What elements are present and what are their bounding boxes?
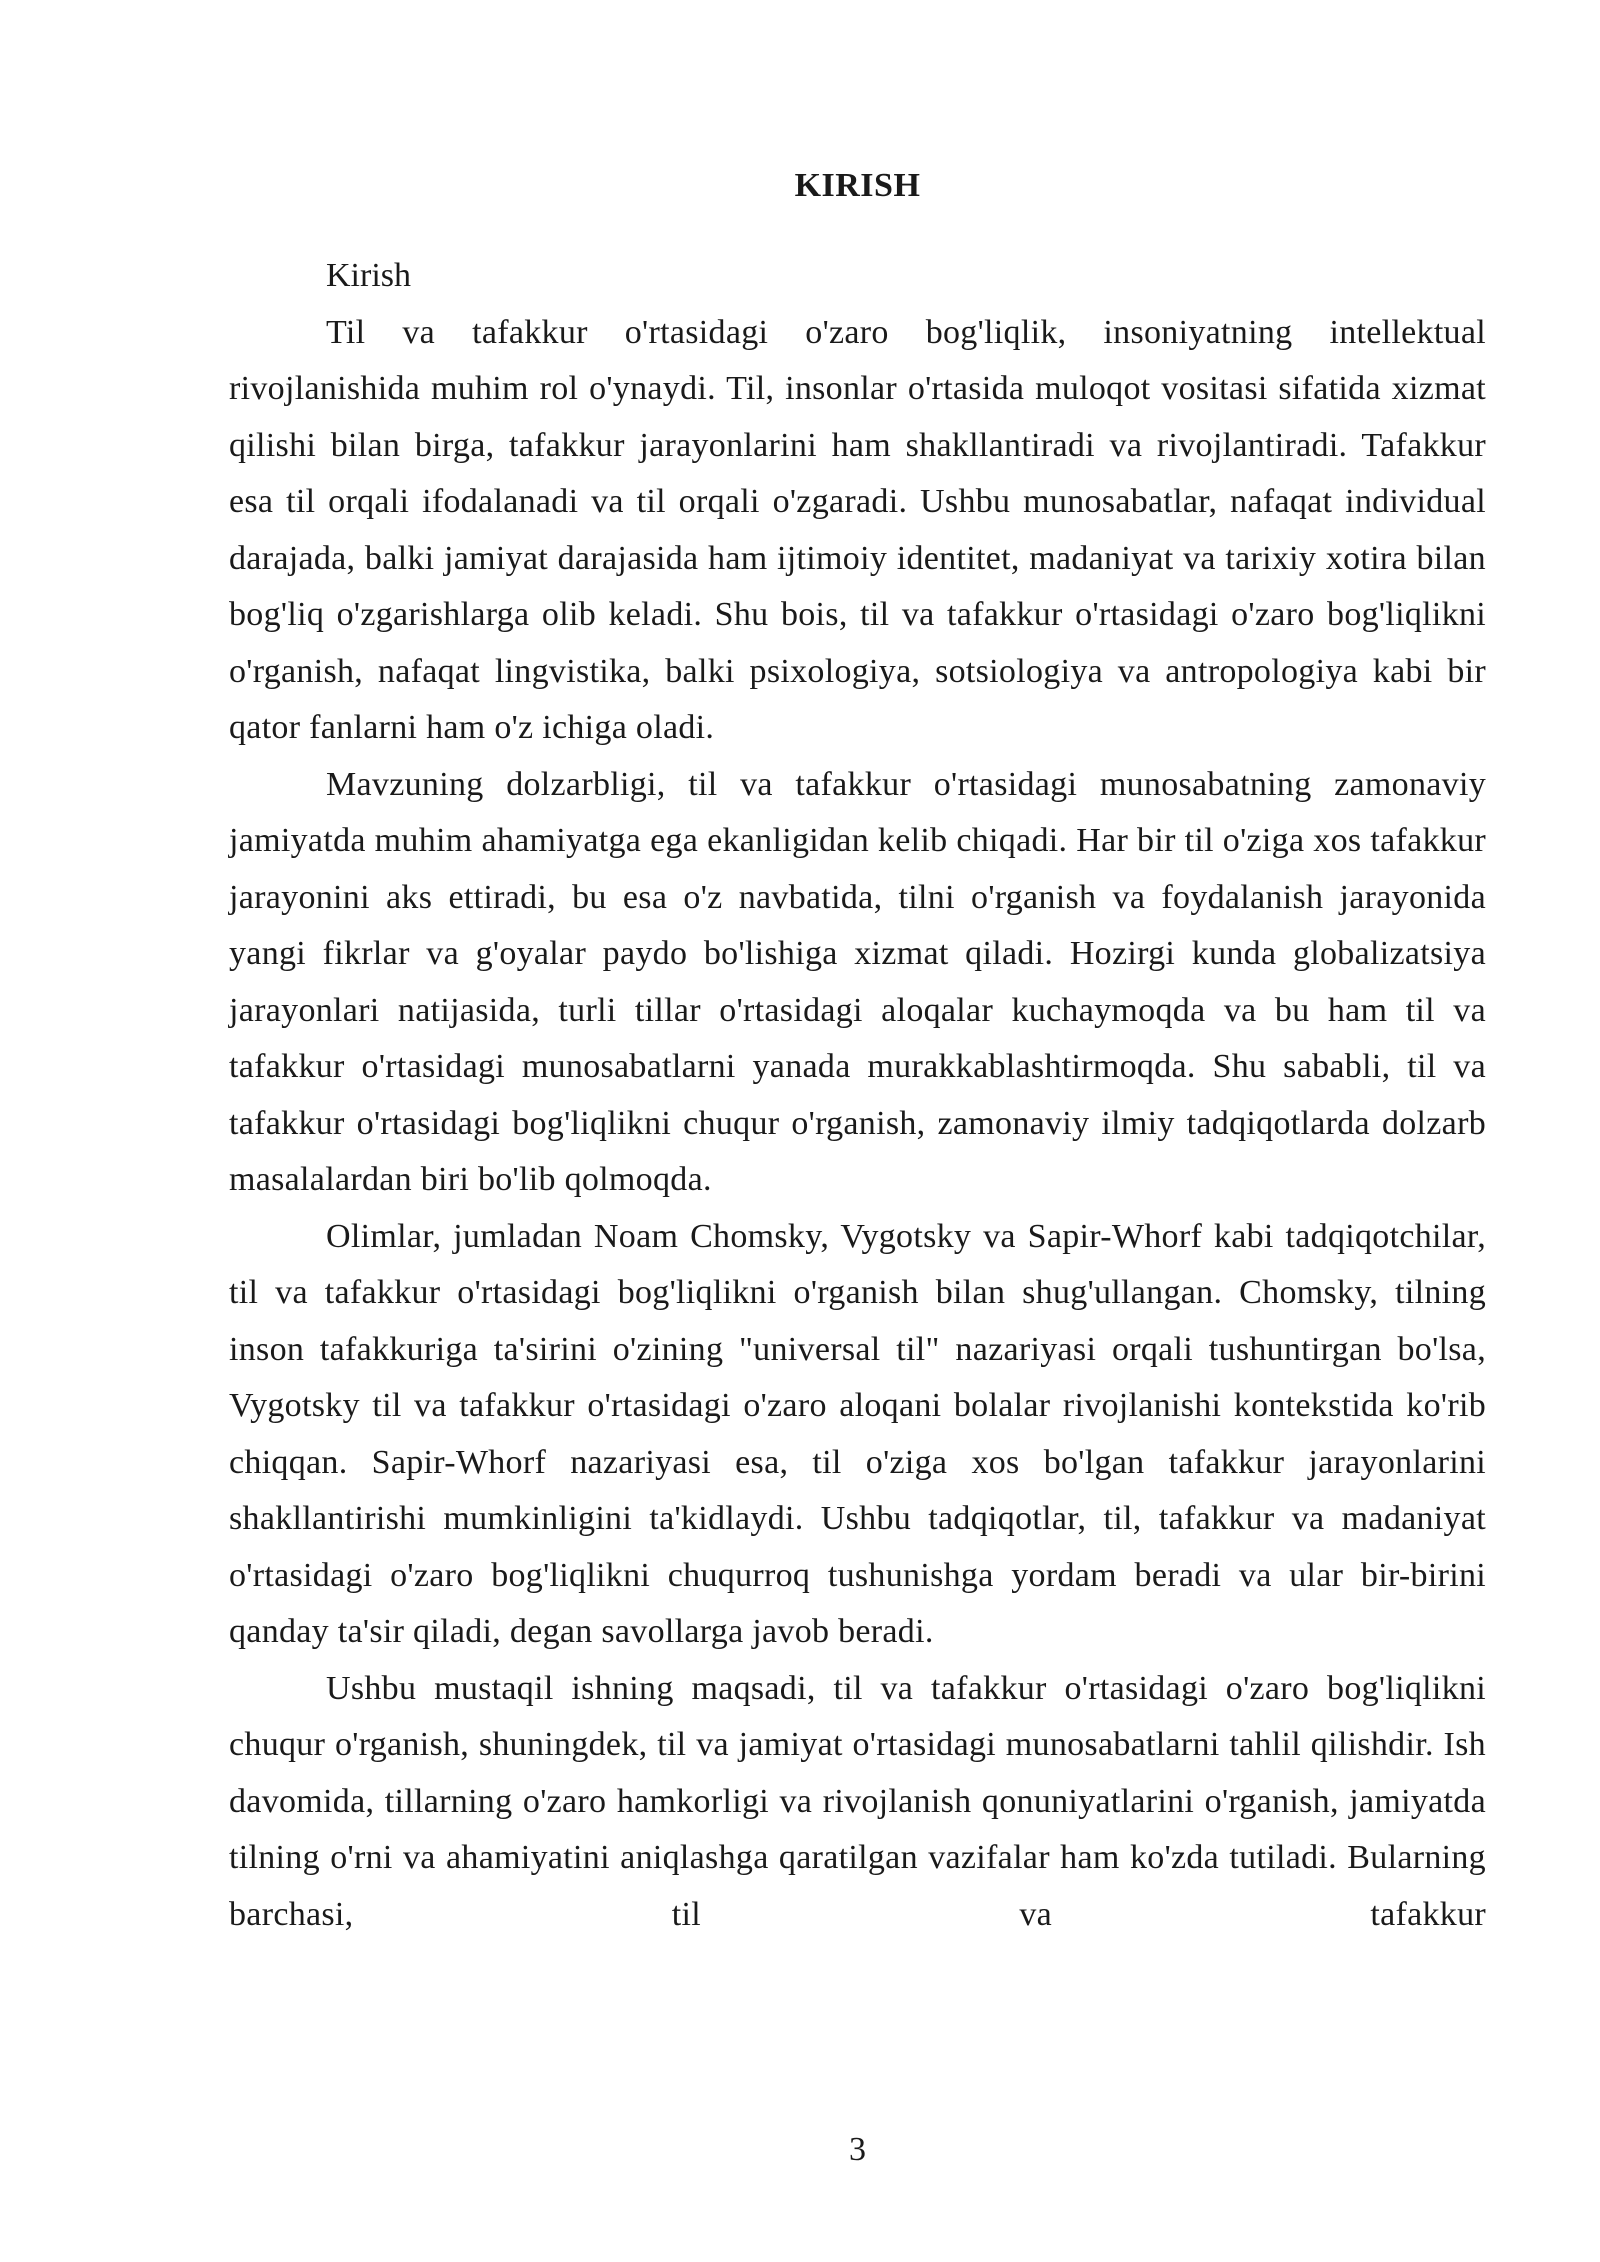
paragraph-aim: Ushbu mustaqil ishning maqsadi, til va tafakkur o'rtasidagi o'zaro bog'liqlikni chuqur o'rganish, shuningdek, til va jamiyat o'rtasidagi munosabatlarni tahlil qilishdir. Ish davomida, tillarning o'zaro hamkorligi va rivojlanish qonuniyatlarini o'rganish, jamiyatda tilning o'rni va ahamiyatini aniqlashga qaratilgan vazifalar ham ko'zda tutiladi. Bularning barchasi, til va tafakkur [229, 1669, 1486, 1933]
section-subheading: Kirish [326, 257, 411, 294]
paragraph-relevance: Mavzuning dolzarbligi, til va tafakkur o'rtasidagi munosabatning zamonaviy jamiyatda muhim ahamiyatga ega ekanligidan kelib chiqadi. Har bir til o'ziga xos tafakkur jarayonini aks ettiradi, bu esa o'z navbatida, tilni o'rganish va foydalanish jarayonida yangi fikrlar va g'oyalar paydo bo'lishiga xizmat qiladi. Hozirgi kunda globalizatsiya jarayonlari natijasida, turli tillar o'rtasidagi aloqalar kuchaymoqda va bu ham til va tafakkur o'rtasidagi munosabatlarni yanada murakkablashtirmoqda. Shu sababli, til va tafakkur o'rtasidagi bog'liqlikni chuqur o'rganish, zamonaviy ilmiy tadqiqotlarda dolzarb masalalardan biri bo'lib qolmoqda. [229, 765, 1486, 1198]
paragraph-intro: Til va tafakkur o'rtasidagi o'zaro bog'liqlik, insoniyatning intellektual rivojlanishida muhim rol o'ynaydi. Til, insonlar o'rtasida muloqot vositasi sifatida xizmat qilishi bilan birga, tafakkur jarayonlarini ham shakllantiradi va rivojlantiradi. Tafakkur esa til orqali ifodalanadi va til orqali o'zgaradi. Ushbu munosabatlar, nafaqat individual darajada, balki jamiyat darajasida ham ijtimoiy identitet, madaniyat va tarixiy xotira bilan bog'liq o'zgarishlarga olib keladi. Shu bois, til va tafakkur o'rtasidagi o'zaro bog'liqlikni o'rganish, nafaqat lingvistika, balki psixologiya, sotsiologiya va antropologiya kabi bir qator fanlarni ham o'z ichiga oladi. [229, 313, 1486, 746]
paragraph-scholars: Olimlar, jumladan Noam Chomsky, Vygotsky va Sapir-Whorf kabi tadqiqotchilar, til va tafakkur o'rtasidagi bog'liqlikni o'rganish bilan shug'ullangan. Chomsky, tilning inson tafakkuriga ta'sirini o'zining "universal til" nazariyasi orqali tushuntirgan bo'lsa, Vygotsky til va tafakkur o'rtasidagi o'zaro aloqani bolalar rivojlanishi kontekstida ko'rib chiqqan. Sapir-Whorf nazariyasi esa, til o'ziga xos bo'lgan tafakkur jarayonlarini shakllantirishi mumkinligini ta'kidlaydi. Ushbu tadqiqotlar, til, tafakkur va madaniyat o'rtasidagi o'zaro bog'liqlikni chuqurroq tushunishga yordam beradi va ular bir-birini qanday ta'sir qiladi, degan savollarga javob beradi. [229, 1217, 1486, 1650]
body-text [229, 248, 1486, 1943]
page-title: KIRISH [794, 167, 921, 204]
page-number: 3 [849, 2131, 866, 2168]
